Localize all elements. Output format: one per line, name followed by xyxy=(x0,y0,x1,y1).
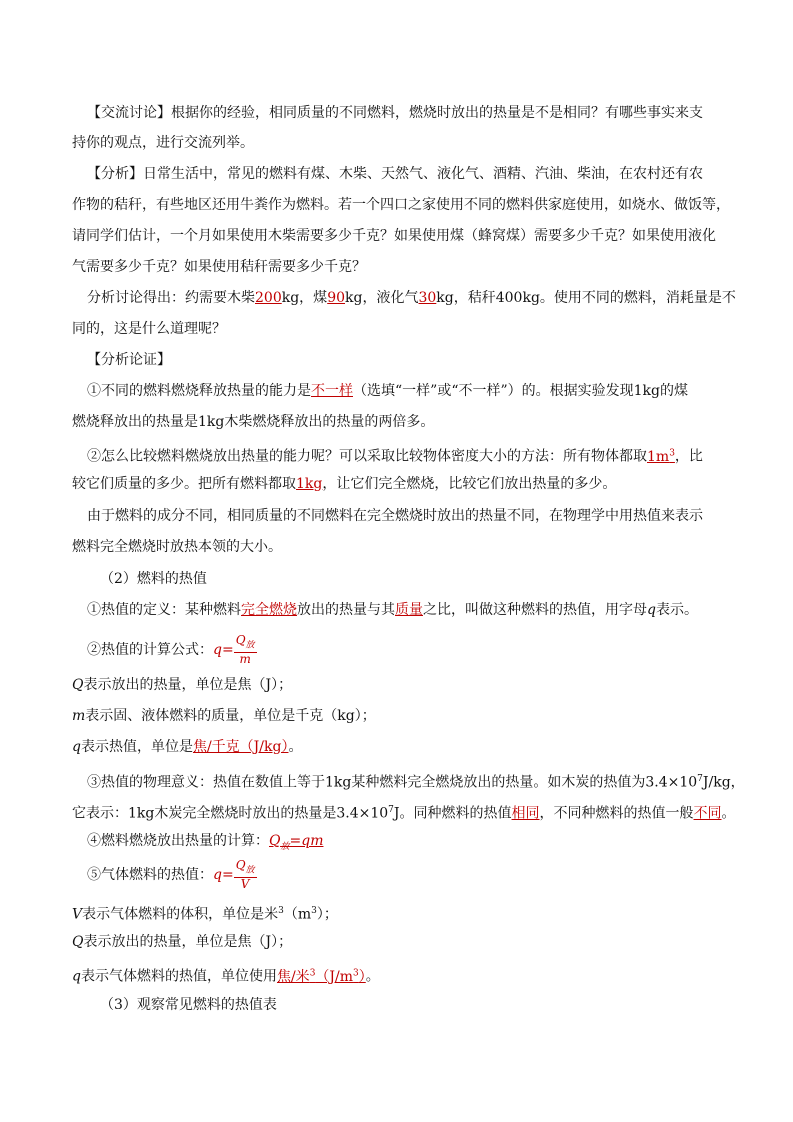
formula-equals: = xyxy=(221,867,234,883)
calculation-line xyxy=(87,831,747,857)
answer-blank: 不一样 xyxy=(311,383,353,399)
text: ⑤气体燃料的热值： xyxy=(87,867,213,883)
text: Q xyxy=(235,632,246,647)
superscript: 3 xyxy=(309,968,316,978)
answer-blank: 1kg xyxy=(296,476,323,492)
superscript: 7 xyxy=(388,805,394,815)
fraction-denominator: V xyxy=(240,877,250,892)
paragraph-heat-value-line1: 由于燃料的成分不同，相同质量的不同燃料在完全燃烧时放出的热量不同，在物理学中用热值来表示 xyxy=(87,508,703,524)
paragraph-analysis-line1: 【分析】日常生活中，常见的燃料有煤、木柴、天然气、液化气、酒精、汽油、柴油，在农村还有农 xyxy=(87,166,703,182)
answer-blank: 焦/千克（J/kg） xyxy=(192,739,289,755)
section-heading-table: （3）观察常见燃料的热值表 xyxy=(100,997,277,1013)
paragraph-heat-value-line2: 燃料完全燃烧时放热本领的大小。 xyxy=(72,539,282,555)
text: ④燃料燃烧放出热量的计算： xyxy=(87,833,269,849)
text: 。 xyxy=(721,805,736,822)
subscript: 放 xyxy=(280,841,290,852)
text: kg，秸秆400kg。使用不同的燃料，消耗量是不 xyxy=(436,290,736,306)
answer-blank: 不同 xyxy=(693,805,722,822)
text: 放出的热量与其 xyxy=(297,602,395,618)
fraction-numerator xyxy=(234,859,257,878)
symbol-q: q xyxy=(72,968,81,985)
text: 表示放出的热量，单位是焦（J）； xyxy=(83,934,293,950)
text: ，比 xyxy=(674,448,703,465)
text: kg，煤 xyxy=(281,290,328,306)
text: 表示放出的热量，单位是焦（J）； xyxy=(83,677,293,693)
text: 表示气体燃料的热值，单位使用 xyxy=(80,968,277,985)
Q-description-gas xyxy=(72,932,732,952)
text: Q xyxy=(269,833,281,849)
superscript: 7 xyxy=(697,774,703,784)
text: ，让它们完全燃烧，比较它们放出热量的多少。 xyxy=(322,476,617,492)
q-unit-description xyxy=(72,737,732,757)
text: 1m xyxy=(647,448,670,465)
formula-equals: = xyxy=(221,642,234,658)
text: 它表示：1kg木炭完全燃烧时放出的热量是3.4×10 xyxy=(72,805,389,822)
section-heading-heat-value: （2）燃料的热值 xyxy=(100,571,207,587)
paragraph-result-line1 xyxy=(87,288,747,308)
symbol-Q: Q xyxy=(72,934,84,950)
paragraph-analysis-line2: 作物的秸秆，有些地区还用牛粪作为燃料。若一个四口之家使用不同的燃料供家庭使用，如烧水、做饭等， xyxy=(72,197,730,213)
paragraph-result-line2: 同的，这是什么道理呢？ xyxy=(72,321,226,337)
text: 表示。 xyxy=(655,602,698,618)
answer-blank: 相同 xyxy=(511,805,540,822)
text: （J/m xyxy=(315,968,354,985)
q-description xyxy=(72,675,732,695)
superscript: 3 xyxy=(669,448,675,458)
symbol-m: m xyxy=(72,708,86,724)
text: ） xyxy=(358,968,366,985)
symbol-q: q xyxy=(72,739,81,755)
text: ，不同种燃料的热值一般 xyxy=(539,805,694,822)
answer-blank: 200 xyxy=(255,290,282,306)
fraction-denominator: m xyxy=(239,652,251,667)
text: 焦/米 xyxy=(276,968,310,985)
text: ①热值的定义：某种燃料 xyxy=(87,602,241,618)
formula-line xyxy=(87,632,747,668)
symbol-V: V xyxy=(72,906,83,923)
m-description xyxy=(72,706,732,726)
paragraph-discussion-line2: 持你的观点，进行交流列举。 xyxy=(72,135,254,151)
text: ②怎么比较燃料燃烧放出热量的能力呢？可以采取比较物体密度大小的方法：所有物体都取 xyxy=(87,448,647,465)
text: =qm xyxy=(289,833,324,849)
text: ①不同的燃料燃烧释放热量的能力是 xyxy=(87,383,311,399)
text: 较它们质量的多少。把所有燃料都取 xyxy=(72,476,296,492)
fraction-numerator xyxy=(234,634,257,653)
point-2-line1 xyxy=(87,443,747,467)
formula-q: q xyxy=(213,642,222,658)
text: J。同种燃料的热值 xyxy=(393,805,512,822)
subscript: 放 xyxy=(245,640,255,651)
formula-fraction xyxy=(234,859,257,891)
answer-blank: 30 xyxy=(418,290,437,306)
definition-line xyxy=(87,600,747,620)
symbol-q: q xyxy=(647,602,656,618)
gas-unit-description xyxy=(72,963,732,987)
point-2-line2 xyxy=(72,474,732,494)
answer-blank xyxy=(277,969,366,985)
text: ②热值的计算公式： xyxy=(87,642,213,658)
meaning-line1 xyxy=(87,769,747,793)
formula-fraction xyxy=(234,634,257,666)
section-heading-argument: 【分析论证】 xyxy=(87,352,171,368)
superscript: 3 xyxy=(353,968,359,978)
symbol-Q: Q xyxy=(72,677,84,693)
text: 表示热值，单位是 xyxy=(80,739,193,755)
answer-blank: 质量 xyxy=(395,602,423,618)
superscript: 3 xyxy=(278,906,284,916)
text: kg，液化气 xyxy=(345,290,419,306)
text: 之比，叫做这种燃料的热值，用字母 xyxy=(423,602,647,618)
paragraph-discussion-line1: 【交流讨论】根据你的经验，相同质量的不同燃料，燃烧时放出的热量是不是相同？有哪些事实来支 xyxy=(87,105,703,121)
answer-blank xyxy=(647,449,675,465)
text: 。 xyxy=(365,968,380,985)
text: ③热值的物理意义：热值在数值上等于1kg某种燃料完全燃烧放出的热量。如木炭的热值为3.4×10 xyxy=(87,774,698,791)
text: （选填“一样”或“不一样”）的。根据实验发现1kg的煤 xyxy=(353,383,688,399)
v-description xyxy=(72,901,732,925)
subscript: 放 xyxy=(245,865,255,876)
answer-blank: 完全燃烧 xyxy=(241,602,297,618)
superscript: 3 xyxy=(311,906,317,916)
text: J/kg， xyxy=(702,774,745,791)
text: 表示固、液体燃料的质量，单位是千克（kg）； xyxy=(85,708,376,724)
formula-q: q xyxy=(213,867,222,883)
paragraph-analysis-line4: 气需要多少千克？如果使用秸秆需要多少千克？ xyxy=(72,259,366,275)
point-1-line1 xyxy=(87,381,747,401)
text: 表示气体燃料的体积，单位是米 xyxy=(82,906,279,923)
text: 分析讨论得出：约需要木柴 xyxy=(87,290,255,306)
text: ）； xyxy=(316,906,338,923)
answer-blank: 90 xyxy=(327,290,346,306)
point-1-line2: 燃烧释放出的热量是1kg木柴燃烧释放出的热量的两倍多。 xyxy=(72,414,435,430)
answer-blank xyxy=(269,833,324,852)
meaning-line2 xyxy=(72,800,736,824)
paragraph-analysis-line3: 请同学们估计，一个月如果使用木柴需要多少千克？如果使用煤（蜂窝煤）需要多少千克？如果使用液化 xyxy=(72,228,716,244)
gas-formula-line xyxy=(87,857,747,893)
text: 。 xyxy=(288,739,303,755)
text: （m xyxy=(283,906,312,923)
text: Q xyxy=(235,857,246,872)
